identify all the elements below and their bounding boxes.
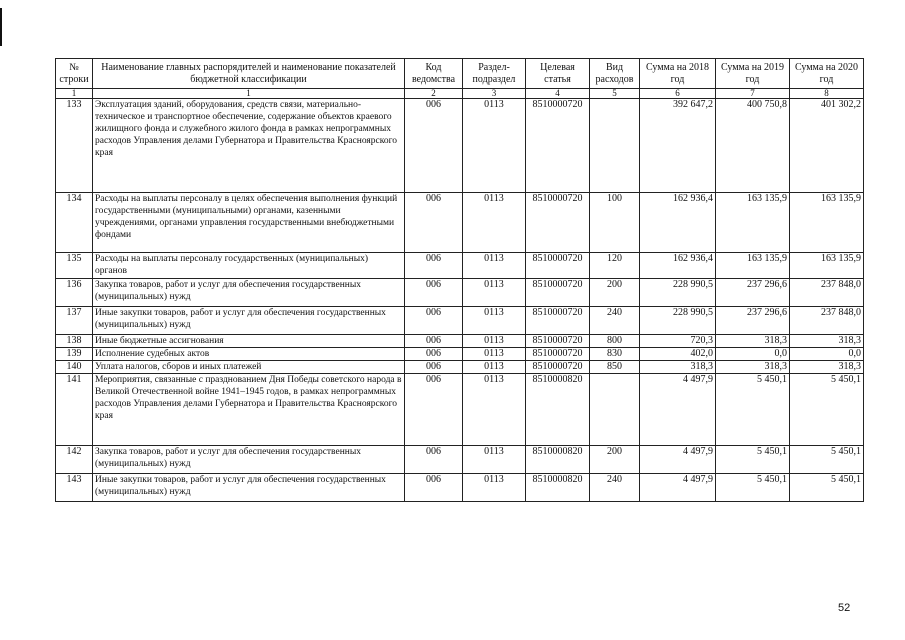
sum-2019: 163 135,9 — [716, 253, 790, 279]
table-row — [56, 361, 864, 374]
table-row — [56, 348, 864, 361]
page-edge-mark — [0, 8, 2, 46]
sum-2018: 392 647,2 — [640, 99, 716, 193]
header-section: Раздел-подраздел — [463, 59, 526, 89]
row-number: 140 — [56, 361, 93, 374]
column-number: 5 — [590, 89, 640, 99]
sum-2019: 5 450,1 — [716, 474, 790, 502]
expense-type: 850 — [590, 361, 640, 374]
expense-type: 800 — [590, 335, 640, 348]
sum-2018: 228 990,5 — [640, 279, 716, 307]
expense-type: 100 — [590, 193, 640, 253]
table-row — [56, 307, 864, 335]
sum-2019: 0,0 — [716, 348, 790, 361]
header-expense-type: Вид расходов — [590, 59, 640, 89]
dept-code: 006 — [405, 99, 463, 193]
table-row — [56, 193, 864, 253]
header-sum-2018: Сумма на 2018 год — [640, 59, 716, 89]
row-name: Иные закупки товаров, работ и услуг для обеспечения государственных (муниципальных) нужд — [93, 307, 405, 335]
row-number: 134 — [56, 193, 93, 253]
row-name: Эксплуатация зданий, оборудования, средств связи, материально-техническое и транспортное обеспечение, содержание объектов краевого жилищного фонда и служебного жилого фонда в рамках непрограммных расходов Управления делами Губернатора и Правительства Красноярского края — [93, 99, 405, 193]
table-header-row — [56, 59, 864, 89]
row-name: Уплата налогов, сборов и иных платежей — [93, 361, 405, 374]
row-number: 142 — [56, 446, 93, 474]
expense-type: 830 — [590, 348, 640, 361]
sum-2019: 5 450,1 — [716, 446, 790, 474]
column-number: 6 — [640, 89, 716, 99]
column-number: 1 — [56, 89, 93, 99]
dept-code: 006 — [405, 307, 463, 335]
header-dept-code: Код ведомства — [405, 59, 463, 89]
header-name: Наименование главных распорядителей и наименование показателей бюджетной классификации — [93, 59, 405, 89]
expense-type: 200 — [590, 279, 640, 307]
budget-table — [55, 58, 864, 502]
target-code: 8510000720 — [526, 279, 590, 307]
target-code: 8510000720 — [526, 335, 590, 348]
dept-code: 006 — [405, 474, 463, 502]
sum-2019: 5 450,1 — [716, 374, 790, 446]
table-row — [56, 446, 864, 474]
sum-2019: 318,3 — [716, 335, 790, 348]
row-number: 137 — [56, 307, 93, 335]
column-number: 4 — [526, 89, 590, 99]
header-target: Целевая статья — [526, 59, 590, 89]
target-code: 8510000720 — [526, 307, 590, 335]
column-number: 1 — [93, 89, 405, 99]
header-sum-2020: Сумма на 2020 год — [790, 59, 864, 89]
column-number: 3 — [463, 89, 526, 99]
section-code: 0113 — [463, 348, 526, 361]
table-row — [56, 335, 864, 348]
dept-code: 006 — [405, 348, 463, 361]
sum-2020: 237 848,0 — [790, 307, 864, 335]
row-number: 136 — [56, 279, 93, 307]
section-code: 0113 — [463, 279, 526, 307]
column-number: 2 — [405, 89, 463, 99]
sum-2019: 237 296,6 — [716, 279, 790, 307]
row-number: 143 — [56, 474, 93, 502]
table-row — [56, 374, 864, 446]
table-row — [56, 474, 864, 502]
table-row — [56, 253, 864, 279]
header-sum-2019: Сумма на 2019 год — [716, 59, 790, 89]
table-row — [56, 99, 864, 193]
section-code: 0113 — [463, 361, 526, 374]
target-code: 8510000820 — [526, 446, 590, 474]
expense-type: 120 — [590, 253, 640, 279]
column-number-row — [56, 89, 864, 99]
expense-type: 240 — [590, 474, 640, 502]
dept-code: 006 — [405, 446, 463, 474]
expense-type — [590, 99, 640, 193]
target-code: 8510000720 — [526, 99, 590, 193]
expense-type — [590, 374, 640, 446]
section-code: 0113 — [463, 446, 526, 474]
page-number: 52 — [838, 602, 851, 614]
sum-2018: 720,3 — [640, 335, 716, 348]
sum-2020: 237 848,0 — [790, 279, 864, 307]
row-name: Иные бюджетные ассигнования — [93, 335, 405, 348]
sum-2018: 228 990,5 — [640, 307, 716, 335]
expense-type: 240 — [590, 307, 640, 335]
sum-2018: 4 497,9 — [640, 374, 716, 446]
row-number: 135 — [56, 253, 93, 279]
sum-2018: 4 497,9 — [640, 474, 716, 502]
row-number: 141 — [56, 374, 93, 446]
column-number: 8 — [790, 89, 864, 99]
target-code: 8510000720 — [526, 348, 590, 361]
row-name: Расходы на выплаты персоналу в целях обеспечения выполнения функций государственными (муниципальными) органами, казенными учреждениями, органами управления государственными внебюджетными фондами — [93, 193, 405, 253]
sum-2019: 237 296,6 — [716, 307, 790, 335]
target-code: 8510000820 — [526, 374, 590, 446]
sum-2019: 318,3 — [716, 361, 790, 374]
target-code: 8510000720 — [526, 253, 590, 279]
sum-2020: 5 450,1 — [790, 374, 864, 446]
sum-2018: 4 497,9 — [640, 446, 716, 474]
row-name: Мероприятия, связанные с празднованием Дня Победы советского народа в Великой Отечественной войне 1941–1945 годов, в рамках непрограммных расходов Управления делами Губернатора и Правительства Красноярского края — [93, 374, 405, 446]
sum-2018: 162 936,4 — [640, 193, 716, 253]
dept-code: 006 — [405, 374, 463, 446]
sum-2019: 400 750,8 — [716, 99, 790, 193]
expense-type: 200 — [590, 446, 640, 474]
target-code: 8510000720 — [526, 193, 590, 253]
row-name: Расходы на выплаты персоналу государственных (муниципальных) органов — [93, 253, 405, 279]
table-row — [56, 279, 864, 307]
sum-2020: 0,0 — [790, 348, 864, 361]
sum-2018: 162 936,4 — [640, 253, 716, 279]
dept-code: 006 — [405, 279, 463, 307]
row-number: 133 — [56, 99, 93, 193]
dept-code: 006 — [405, 253, 463, 279]
sum-2018: 402,0 — [640, 348, 716, 361]
sum-2020: 5 450,1 — [790, 474, 864, 502]
row-name: Исполнение судебных актов — [93, 348, 405, 361]
target-code: 8510000720 — [526, 361, 590, 374]
row-name: Иные закупки товаров, работ и услуг для обеспечения государственных (муниципальных) нужд — [93, 474, 405, 502]
row-name: Закупка товаров, работ и услуг для обеспечения государственных (муниципальных) нужд — [93, 446, 405, 474]
section-code: 0113 — [463, 253, 526, 279]
header-row-number: № строки — [56, 59, 93, 89]
row-name: Закупка товаров, работ и услуг для обеспечения государственных (муниципальных) нужд — [93, 279, 405, 307]
section-code: 0113 — [463, 335, 526, 348]
target-code: 8510000820 — [526, 474, 590, 502]
sum-2018: 318,3 — [640, 361, 716, 374]
sum-2020: 163 135,9 — [790, 193, 864, 253]
sum-2019: 163 135,9 — [716, 193, 790, 253]
sum-2020: 318,3 — [790, 335, 864, 348]
section-code: 0113 — [463, 474, 526, 502]
row-number: 139 — [56, 348, 93, 361]
row-number: 138 — [56, 335, 93, 348]
section-code: 0113 — [463, 307, 526, 335]
dept-code: 006 — [405, 335, 463, 348]
section-code: 0113 — [463, 193, 526, 253]
section-code: 0113 — [463, 99, 526, 193]
sum-2020: 318,3 — [790, 361, 864, 374]
dept-code: 006 — [405, 193, 463, 253]
section-code: 0113 — [463, 374, 526, 446]
sum-2020: 5 450,1 — [790, 446, 864, 474]
column-number: 7 — [716, 89, 790, 99]
sum-2020: 163 135,9 — [790, 253, 864, 279]
dept-code: 006 — [405, 361, 463, 374]
sum-2020: 401 302,2 — [790, 99, 864, 193]
